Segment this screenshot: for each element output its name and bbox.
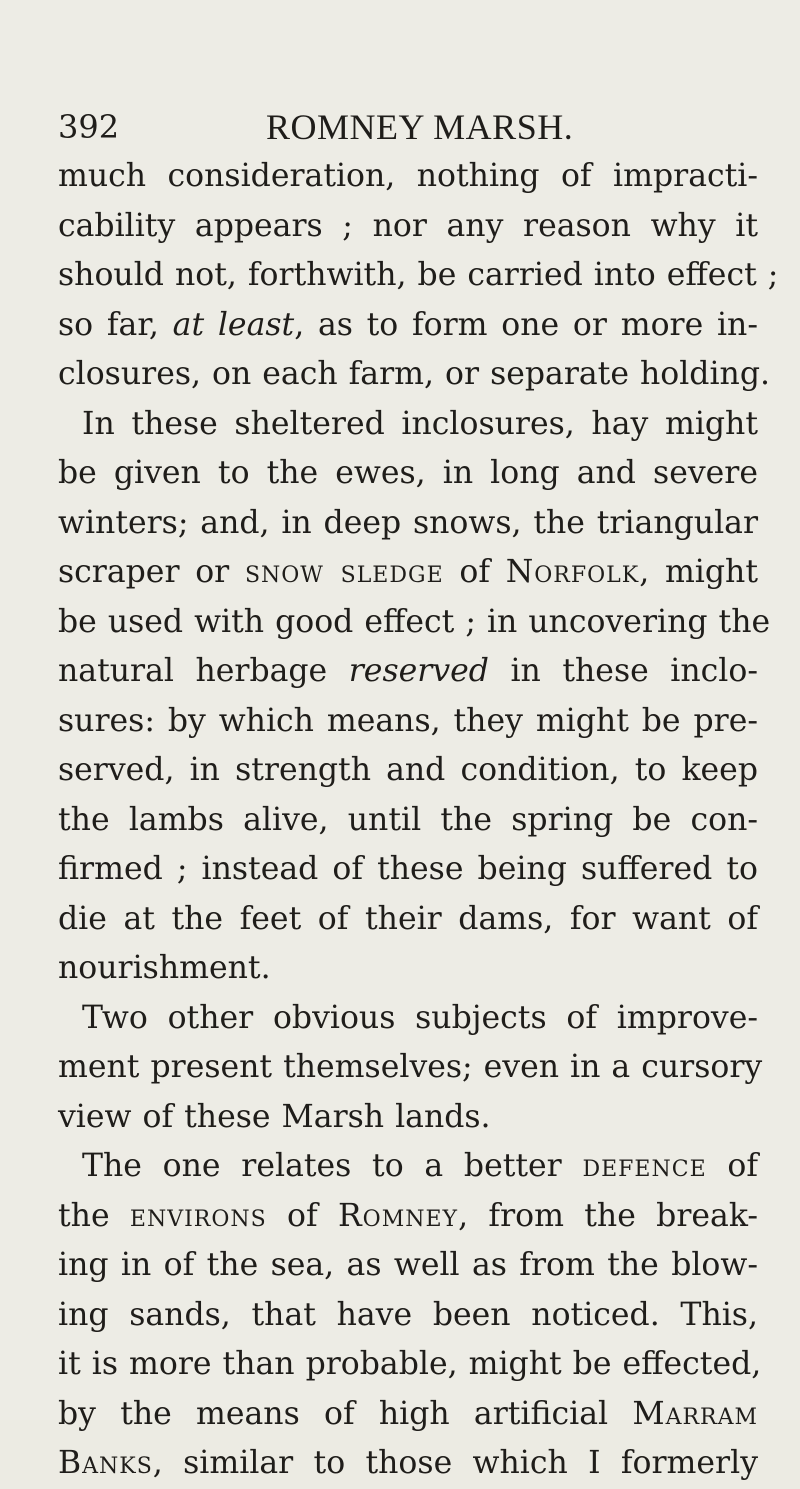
text-line: should not, forthwith, be carried into effect ; bbox=[58, 257, 779, 293]
text-line: ing sands, that have been noticed. This, bbox=[58, 1296, 758, 1333]
text-line: be used with good effect ; in uncovering the bbox=[58, 603, 771, 640]
text-line: firmed ; instead of these being suffered to bbox=[58, 851, 758, 887]
text-line: be given to the ewes, in long and severe bbox=[58, 455, 758, 491]
text-line: it is more than probable, might be effected, bbox=[58, 1346, 762, 1382]
page-number: 392 bbox=[58, 108, 120, 146]
text-line: so far, at least, as to form one or more in- bbox=[58, 306, 758, 343]
text-line: closures, on each farm, or separate holding. bbox=[58, 356, 771, 392]
text-line: The one relates to a better defence of bbox=[82, 1148, 758, 1184]
text-line: ing in of the sea, as well as from the blow- bbox=[58, 1247, 758, 1283]
text-line: cability appears ; nor any reason why it bbox=[58, 207, 758, 244]
text-line: Two other obvious subjects of improve- bbox=[82, 999, 758, 1036]
text-line: nourishment. bbox=[58, 950, 271, 986]
text-line: the environs of Romney, from the break- bbox=[58, 1197, 758, 1234]
small-caps-term: Romney bbox=[337, 1197, 459, 1234]
small-caps-term: Banks bbox=[58, 1445, 153, 1481]
page-header bbox=[58, 92, 758, 152]
text-line: scraper or snow sledge of Norfolk, might bbox=[58, 554, 758, 590]
text-line: the lambs alive, until the spring be con- bbox=[58, 801, 758, 838]
italic-phrase: reserved bbox=[348, 653, 489, 689]
text-line: view of these Marsh lands. bbox=[58, 1098, 491, 1135]
small-caps-term: Marram bbox=[632, 1395, 758, 1432]
text-line: served, in strength and condition, to keep bbox=[58, 752, 758, 788]
small-caps-term: snow sledge bbox=[244, 554, 444, 590]
small-caps-term: Norfolk bbox=[505, 554, 640, 590]
italic-phrase: at least bbox=[172, 306, 295, 343]
text-line: In these sheltered inclosures, hay might bbox=[82, 405, 758, 442]
running-title: ROMNEY MARSH. bbox=[266, 107, 574, 147]
text-line: much consideration, nothing of impracti- bbox=[58, 158, 758, 194]
small-caps-term: defence bbox=[582, 1148, 707, 1184]
page-body bbox=[58, 152, 779, 1489]
text-line: winters; and, in deep snows, the triangular bbox=[58, 504, 758, 541]
text-line: ment present themselves; even in a cursory bbox=[58, 1049, 763, 1085]
text-line: die at the feet of their dams, for want of bbox=[58, 900, 758, 937]
text-line: sures: by which means, they might be pre- bbox=[58, 702, 758, 739]
small-caps-term: environs bbox=[129, 1197, 267, 1234]
text-line: natural herbage reserved in these inclo- bbox=[58, 653, 758, 689]
text-line: by the means of high artificial Marram bbox=[58, 1395, 758, 1432]
text-line: Banks, similar to those which I formerly bbox=[58, 1445, 758, 1481]
